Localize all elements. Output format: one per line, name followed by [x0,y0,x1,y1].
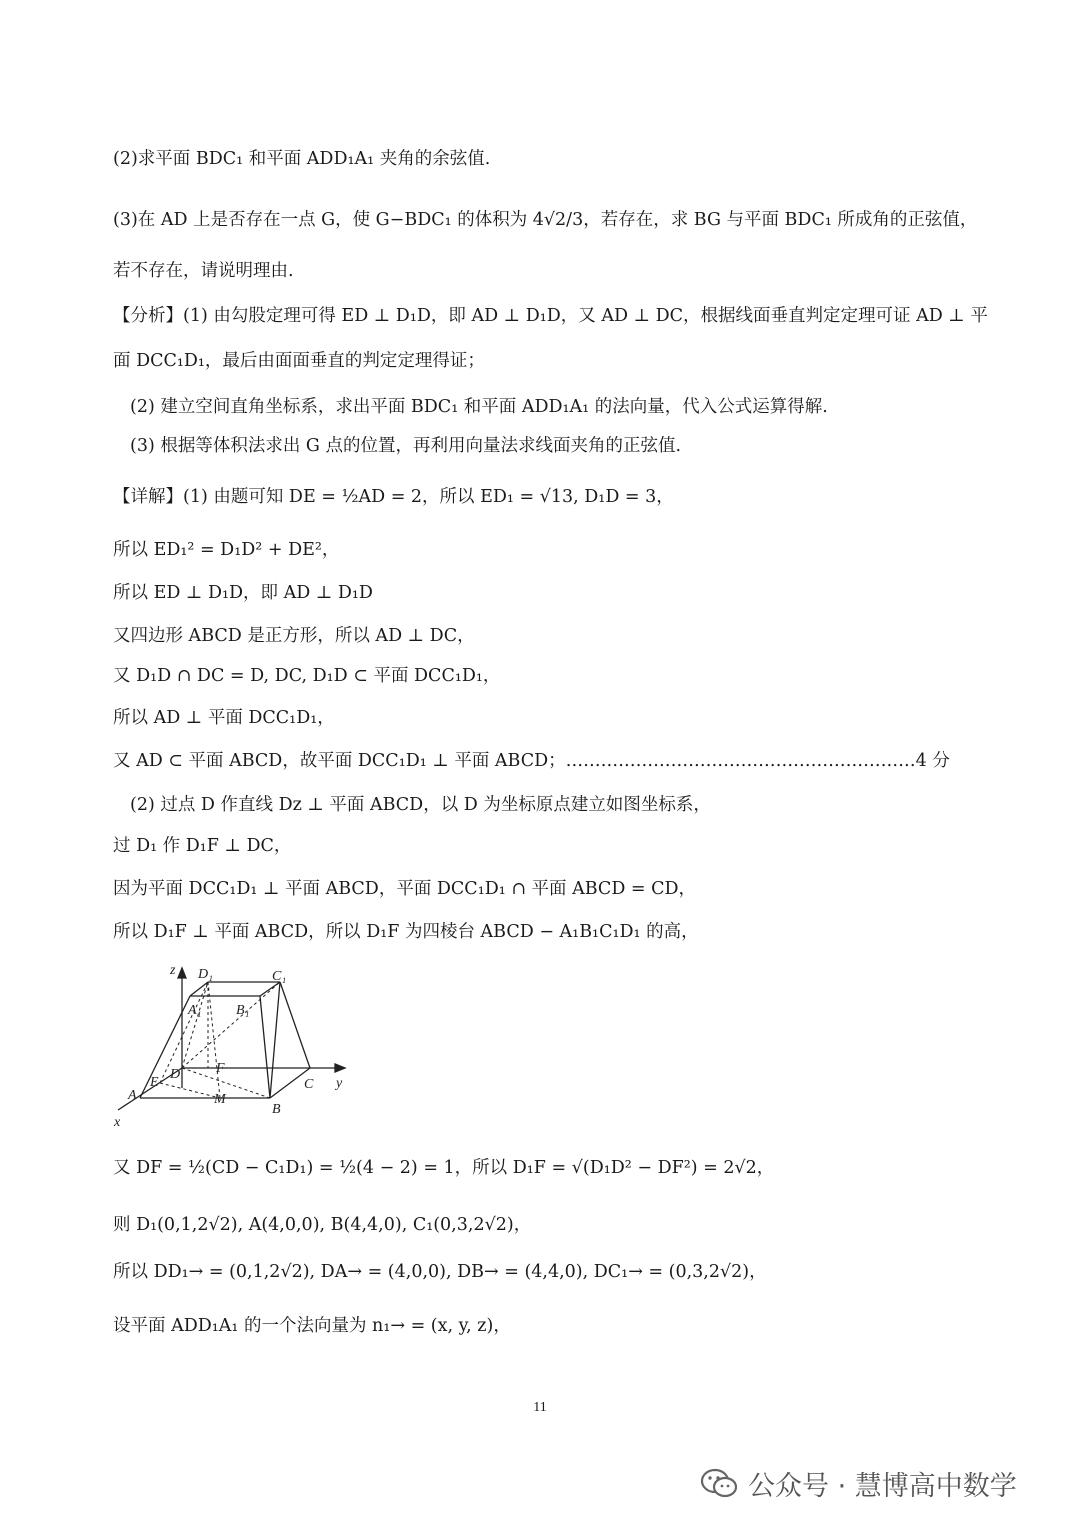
detail-5: 又 D₁D ∩ DC = D, DC, D₁D ⊂ 平面 DCC₁D₁， [113,666,501,686]
detail-8: (2) 过点 D 作直线 Dz ⊥ 平面 ABCD，以 D 为坐标原点建立如图坐标系， [130,795,711,815]
edge-B-B1 [260,996,270,1098]
label-B1: B₁ [236,1003,250,1018]
axis-y-arrow [335,1064,345,1072]
detail-3: 所以 ED ⊥ D₁D，即 AD ⊥ D₁D [113,583,373,603]
edge-A1-D1 [190,982,208,996]
question-3-cont: 若不存在，请说明理由. [113,261,294,281]
detail-2: 所以 ED₁² = D₁D² + DE²， [113,540,340,560]
label-B: B [272,1102,281,1117]
detail-14: 所以 DD₁→ = (0,1,2√2), DA→ = (4,0,0), DB→ = (4,4,0), DC₁→ = (0,3,2√2)， [113,1262,767,1282]
label-D: D [170,1067,181,1082]
frustum-figure [110,960,360,1130]
label-A1: A₁ [188,1003,202,1018]
label-A: A [128,1088,137,1103]
detail-7: 又 AD ⊂ 平面 ABCD，故平面 DCC₁D₁ ⊥ 平面 ABCD；……………………………………………………4 分 [113,751,950,771]
edge-B-C1 [270,982,280,1098]
detail-13: 则 D₁(0,1,2√2), A(4,0,0), B(4,4,0), C₁(0,3,2√2)， [113,1215,532,1235]
detail-12: 又 DF = ½(CD − C₁D₁) = ½(4 − 2) = 1，所以 D₁F = √(D₁D² − DF²) = 2√2， [113,1158,775,1178]
label-C: C [304,1077,314,1092]
detail-6: 所以 AD ⊥ 平面 DCC₁D₁， [113,708,335,728]
detail-1: 【详解】(1) 由题可知 DE = ½AD = 2，所以 ED₁ = √13, D₁D = 3， [113,487,674,507]
label-y: y [336,1076,343,1091]
label-C1: C₁ [272,969,287,984]
label-M: M [214,1092,226,1107]
edge-E-M [160,1083,220,1098]
question-3: (3)在 AD 上是否存在一点 G，使 G−BDC₁ 的体积为 4√2/3，若存在，求 BG 与平面 BDC₁ 所成角的正弦值， [113,210,978,230]
detail-15: 设平面 ADD₁A₁ 的一个法向量为 n₁→ = (x, y, z)， [113,1316,511,1336]
page-number: 11 [533,1400,547,1415]
label-x: x [114,1115,121,1130]
analysis-1: 【分析】(1) 由勾股定理可得 ED ⊥ D₁D，即 AD ⊥ D₁D，又 AD ⊥ DC，根据线面垂直判定定理可证 AD ⊥ 平 [113,306,988,326]
watermark-text: 公众号 · 慧博高中数学 [748,1470,1017,1502]
wechat-icon [700,1468,738,1498]
edge-D-D1 [182,982,208,1068]
axis-z-arrow [178,968,186,978]
analysis-1-cont: 面 DCC₁D₁，最后由面面垂直的判定定理得证； [113,351,485,371]
detail-10: 因为平面 DCC₁D₁ ⊥ 平面 ABCD，平面 DCC₁D₁ ∩ 平面 ABCD = CD， [113,879,697,899]
detail-4: 又四边形 ABCD 是正方形，所以 AD ⊥ DC， [113,626,475,646]
detail-11: 所以 D₁F ⊥ 平面 ABCD，所以 D₁F 为四棱台 ABCD − A₁B₁C₁D₁ 的高， [113,922,699,942]
label-E: E [150,1075,159,1090]
question-2: (2)求平面 BDC₁ 和平面 ADD₁A₁ 夹角的余弦值. [113,149,491,169]
analysis-3: (3) 根据等体积法求出 G 点的位置，再利用向量法求线面夹角的正弦值. [130,436,682,456]
detail-9: 过 D₁ 作 D₁F ⊥ DC， [113,836,292,856]
watermark [700,1463,1017,1503]
label-F: F [216,1061,225,1076]
label-D1: D₁ [198,967,213,982]
analysis-2: (2) 建立空间直角坐标系，求出平面 BDC₁ 和平面 ADD₁A₁ 的法向量，代入公式运算得解. [130,397,828,417]
edge-C-C1 [280,982,310,1068]
edge-D-B [182,1068,270,1098]
label-z: z [170,963,176,978]
